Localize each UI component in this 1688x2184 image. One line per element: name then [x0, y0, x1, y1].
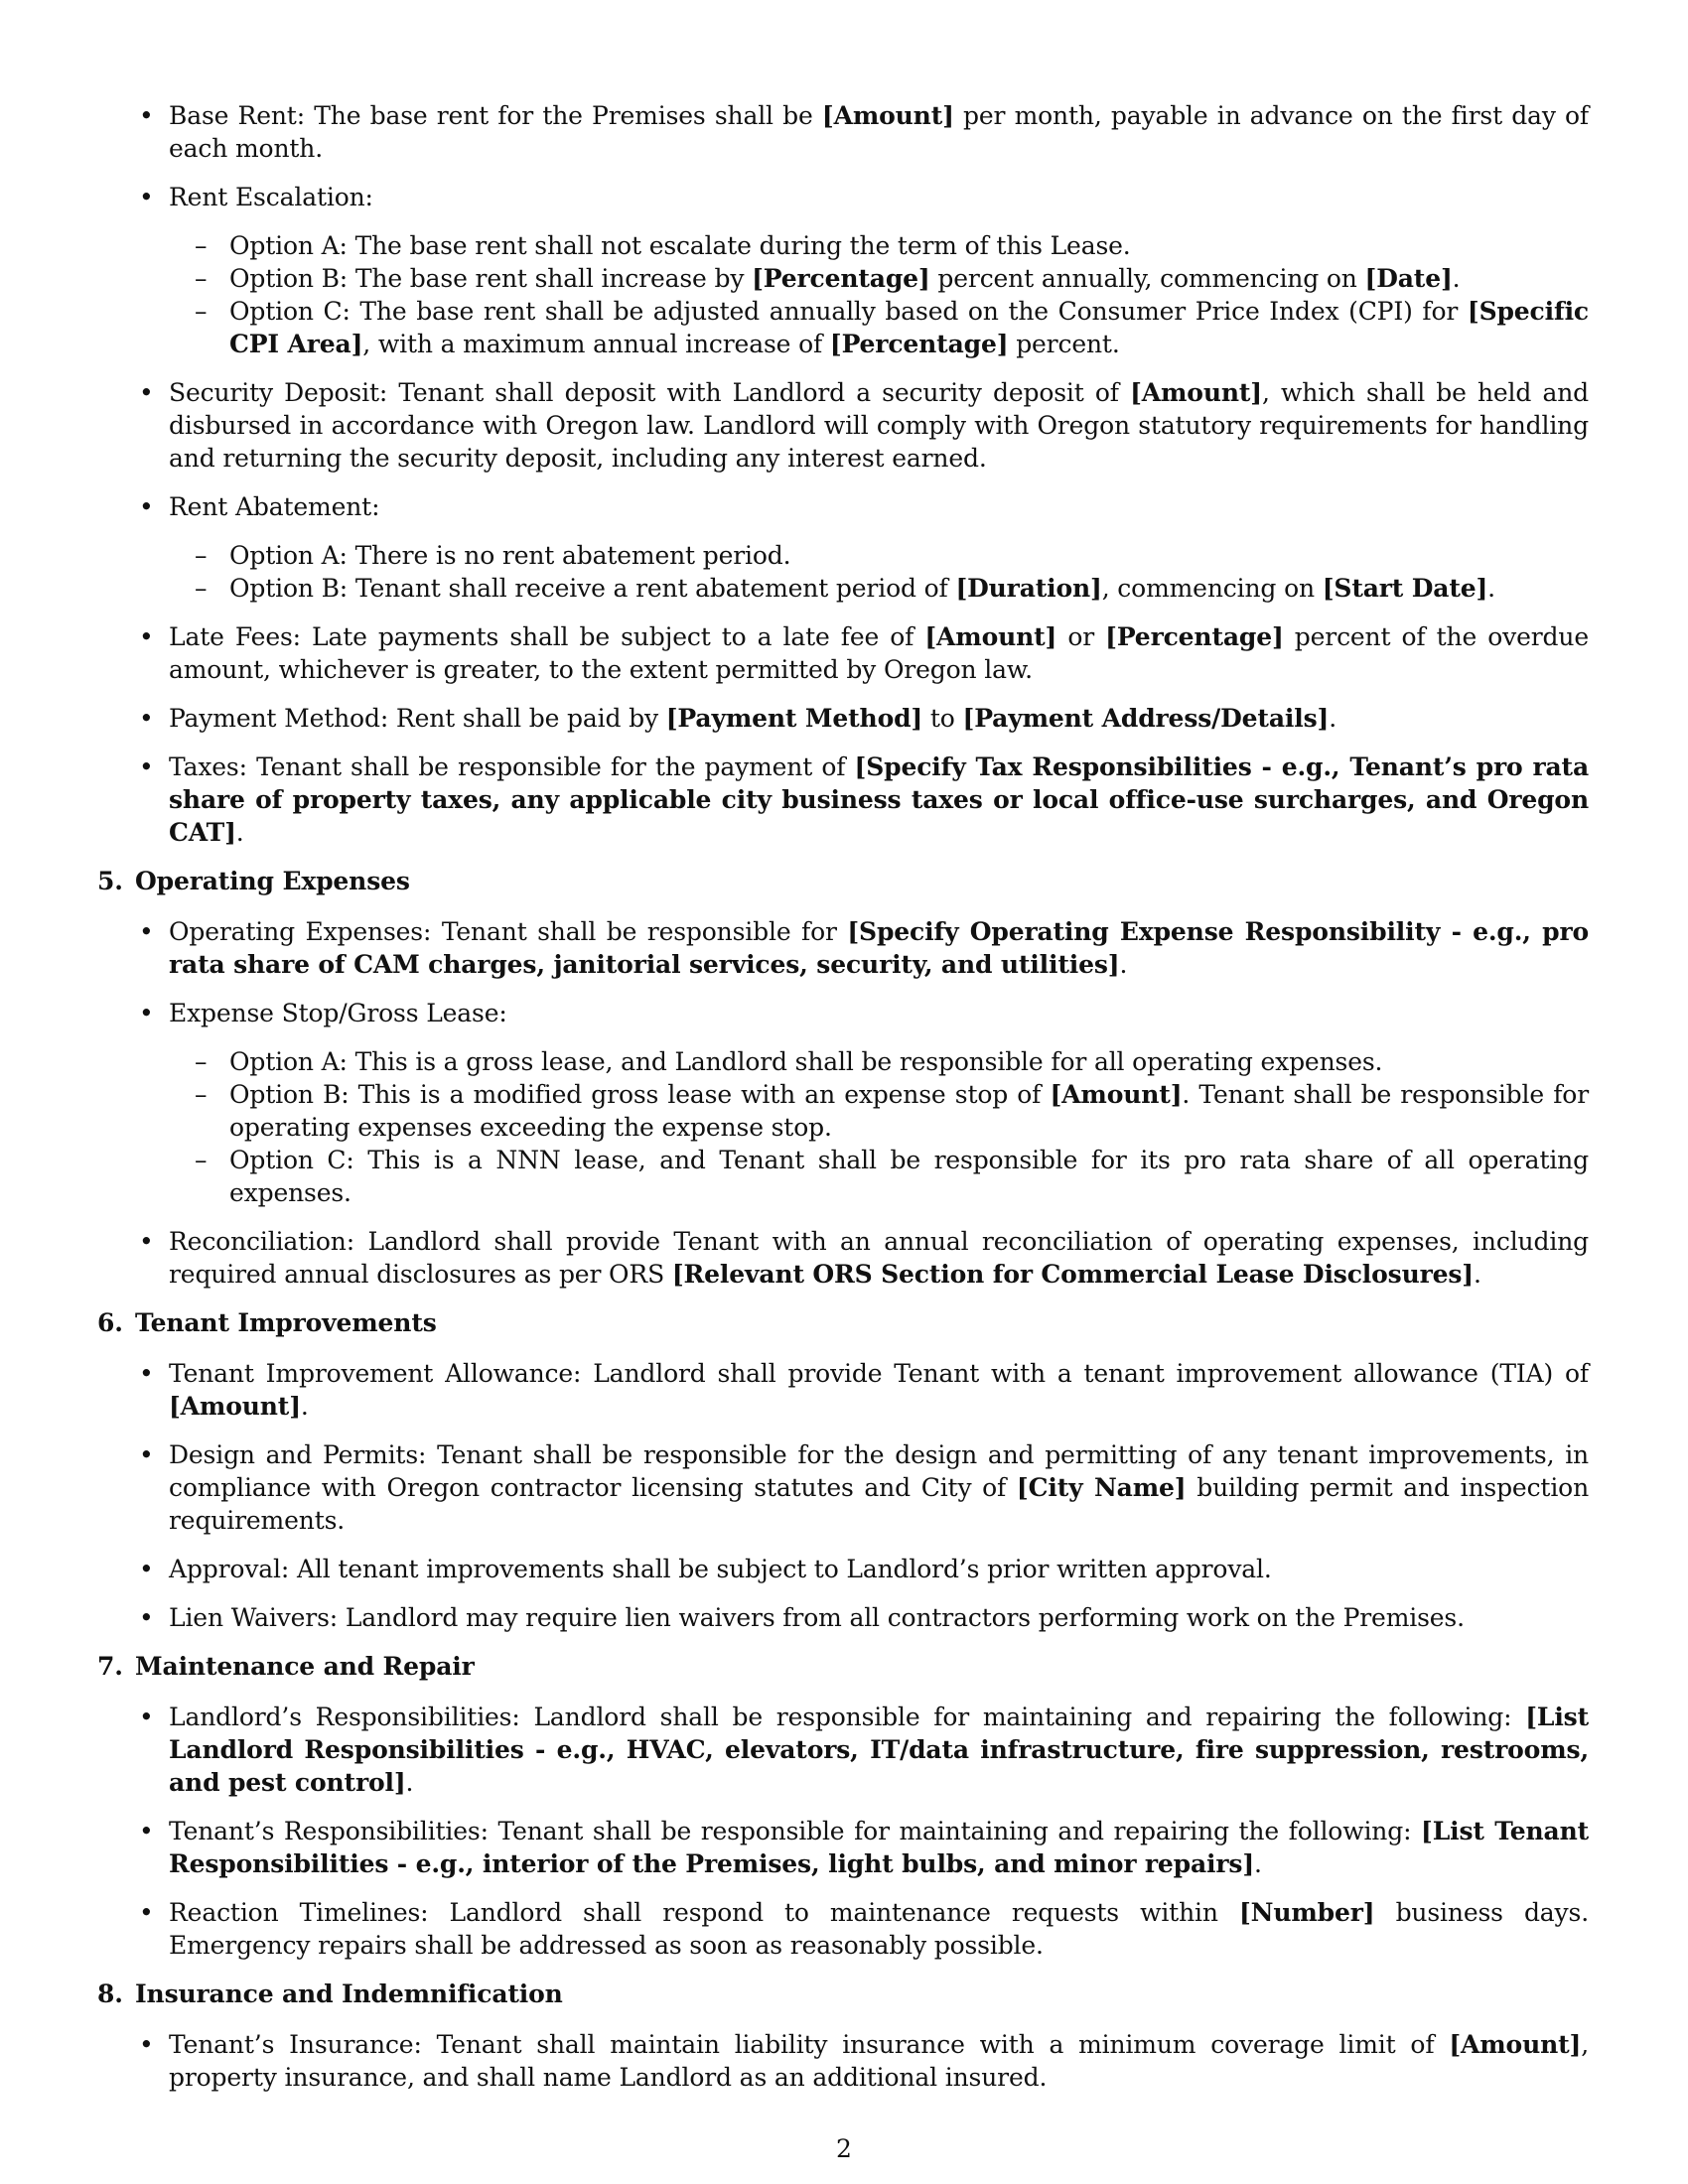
approval-item: • Approval: All tenant improvements shall be subject to Landlord’s prior written approval. [97, 1553, 1589, 1585]
section-heading-operating-expenses: 5. Operating Expenses [97, 867, 410, 895]
tenant-insurance-item: • Tenant’s Insurance: Tenant shall maintain liability insurance with a minimum coverage limit of [Amount], property insurance, and shall name Landlord as an additional insured. [97, 2028, 1589, 2094]
lien-waivers-item: • Lien Waivers: Landlord may require lien waivers from all contractors performing work on the Premises. [97, 1601, 1589, 1634]
rent-escalation-options [169, 229, 1589, 360]
expense-option-b: – Option B: This is a modified gross lease with an expense stop of [Amount]. Tenant shall be responsible for operating expenses exceeding the expense stop. [169, 1078, 1589, 1144]
reconciliation-item: • Reconciliation: Landlord shall provide Tenant with an annual reconciliation of operating expenses, including required annual disclosures as per ORS [Relevant ORS Section for Commercial Lease Disclosures]. [97, 1225, 1589, 1291]
rent-abatement-options [169, 539, 1589, 605]
expense-stop-options [169, 1045, 1589, 1209]
tenant-responsibilities-item: • Tenant’s Responsibilities: Tenant shall be responsible for maintaining and repairing the following: [List Tenant Responsibilities - e.g., interior of the Premises, light bulbs, and minor repairs]. [97, 1815, 1589, 1880]
section-heading-tenant-improvements: 6. Tenant Improvements [97, 1308, 437, 1337]
escalation-option-c: – Option C: The base rent shall be adjusted annually based on the Consumer Price Index (CPI) for [Specific CPI Area], with a maximum annual increase of [Percentage] percent. [169, 295, 1589, 360]
payment-method-item: • Payment Method: Rent shall be paid by [Payment Method] to [Payment Address/Details]. [97, 702, 1589, 735]
reaction-timelines-item: • Reaction Timelines: Landlord shall respond to maintenance requests within [Number] business days. Emergency repairs shall be addressed as soon as reasonably possible. [97, 1896, 1589, 1962]
expense-option-a: – Option A: This is a gross lease, and Landlord shall be responsible for all operating expenses. [169, 1045, 1589, 1078]
security-deposit-item: • Security Deposit: Tenant shall deposit with Landlord a security deposit of [Amount], which shall be held and disbursed in accordance with Oregon law. Landlord will comply with Oregon statutory requirements for handling and returning the security deposit, including any interest earned. [97, 376, 1589, 475]
escalation-option-a: – Option A: The base rent shall not escalate during the term of this Lease. [169, 229, 1589, 262]
expense-option-c: – Option C: This is a NNN lease, and Tenant shall be responsible for its pro rata share of all operating expenses. [169, 1144, 1589, 1209]
page-number: 2 [836, 2134, 852, 2163]
abatement-option-b: – Option B: Tenant shall receive a rent abatement period of [Duration], commencing on [Start Date]. [169, 572, 1589, 605]
section-heading-insurance: 8. Insurance and Indemnification [97, 1979, 563, 2008]
operating-expenses-item: • Operating Expenses: Tenant shall be responsible for [Specify Operating Expense Responsibility - e.g., pro rata share of CAM charges, janitorial services, security, and utilities]. [97, 915, 1589, 981]
escalation-option-b: – Option B: The base rent shall increase by [Percentage] percent annually, commencing on [Date]. [169, 262, 1589, 295]
rent-abatement-item: • Rent Abatement: – Option A: There is no rent abatement period. – Option B: Tenant shall receive a rent abatement period of [Duration], commencing on [Start Date]. [97, 490, 1589, 605]
base-rent-item: • Base Rent: The base rent for the Premises shall be [Amount] per month, payable in advance on the first day of each month. [97, 99, 1589, 165]
landlord-responsibilities-item: • Landlord’s Responsibilities: Landlord shall be responsible for maintaining and repairing the following: [List Landlord Responsibilities - e.g., HVAC, elevators, IT/data infrastructure, fire suppression, restrooms, and pest control]. [97, 1701, 1589, 1799]
abatement-option-a: – Option A: There is no rent abatement period. [169, 539, 1589, 572]
document-page [97, 99, 1589, 2110]
section-heading-maintenance: 7. Maintenance and Repair [97, 1652, 475, 1681]
placeholder-amount: [Amount] [821, 101, 954, 130]
base-rent-label: Base Rent: [169, 101, 305, 130]
rent-escalation-item: • Rent Escalation: – Option A: The base rent shall not escalate during the term of this Lease. – Option B: The base rent shall increase by [Percentage] percent annually, commencing on [Date]. – Option C: The base rent shall be adjusted annually based on the Consumer Price Index (CPI) for [Specific CPI Area], with a maximum annual increase of [Percentage] percent. [97, 181, 1589, 360]
late-fees-item: • Late Fees: Late payments shall be subject to a late fee of [Amount] or [Percentage] percent of the overdue amount, whichever is greater, to the extent permitted by Oregon law. [97, 620, 1589, 686]
design-permits-item: • Design and Permits: Tenant shall be responsible for the design and permitting of any tenant improvements, in compliance with Oregon contractor licensing statutes and City of [City Name] building permit and inspection requirements. [97, 1438, 1589, 1537]
expense-stop-item: • Expense Stop/Gross Lease: – Option A: This is a gross lease, and Landlord shall be responsible for all operating expenses. – Option B: This is a modified gross lease with an expense stop of [Amount]. Tenant shall be responsible for operating expenses exceeding the expense stop. – Option C: This is a NNN lease, and Tenant shall be responsible for its pro rata share of all operating expenses. [97, 997, 1589, 1209]
taxes-item: • Taxes: Tenant shall be responsible for the payment of [Specify Tax Responsibilities - e.g., Tenant’s pro rata share of property taxes, any applicable city business taxes or local office-use surcharges, and Oregon CAT]. [97, 751, 1589, 849]
tia-item: • Tenant Improvement Allowance: Landlord shall provide Tenant with a tenant improvement allowance (TIA) of [Amount]. [97, 1357, 1589, 1423]
